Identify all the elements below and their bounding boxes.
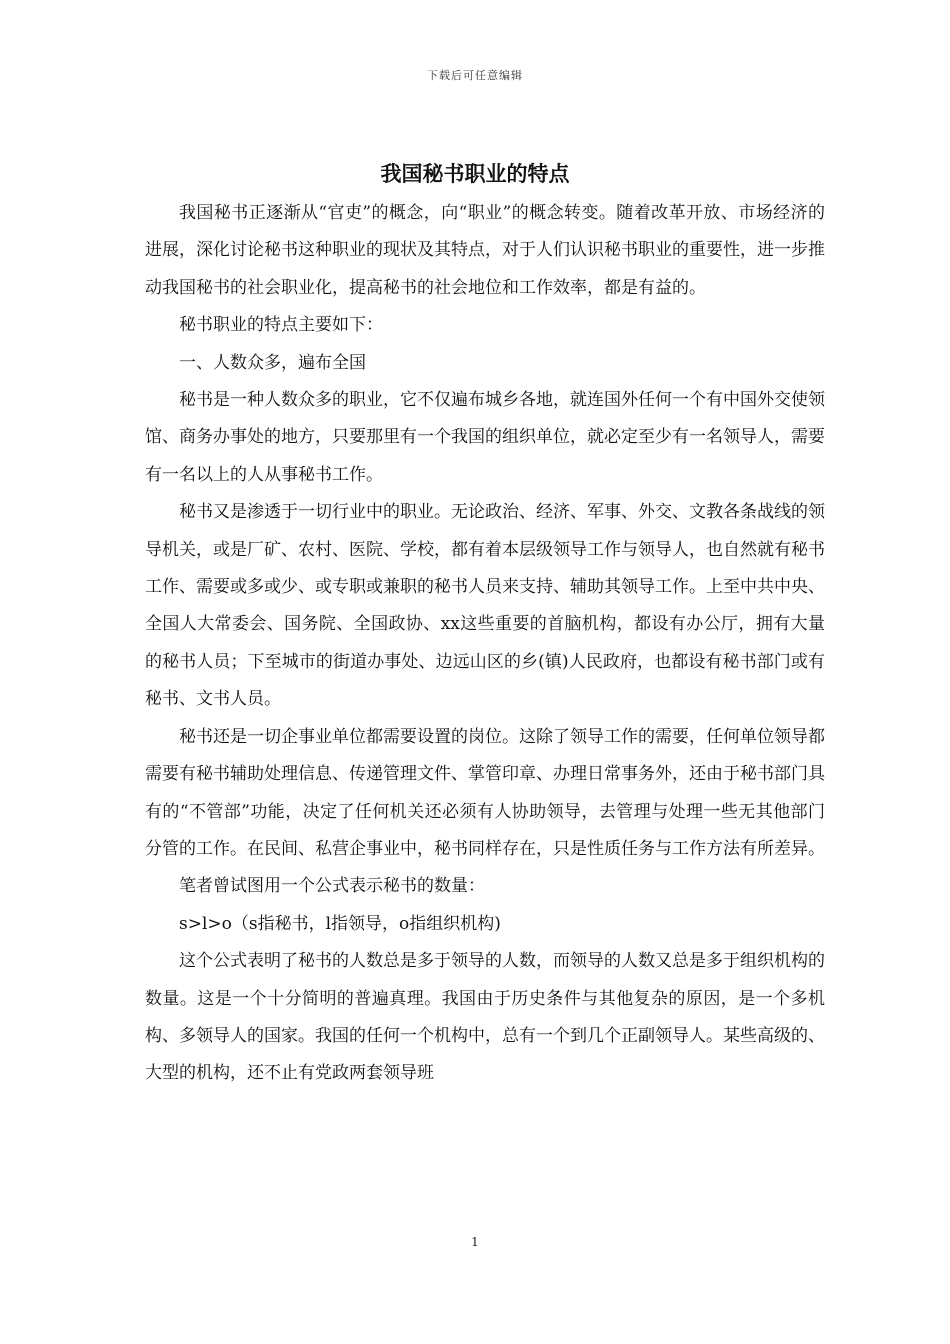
intro-paragraph: 我国秘书正逐渐从“官吏”的概念，向“职业”的概念转变。随着改革开放、市场经济的进展，深化讨论秘书这种职业的现状及其特点，对于人们认识秘书职业的重要性，进一步推动我国秘书的社会职业化，提高秘书的社会地位和工作效率，都是有益的。	[145, 203, 825, 298]
section-heading: 一、人数众多，遍布全国	[179, 352, 366, 373]
features-lead-paragraph: 秘书职业的特点主要如下：	[179, 315, 383, 336]
document-title: 我国秘书职业的特点	[380, 161, 570, 186]
formula-line: s>l>o（s指秘书，l指领导，o指组织机构)	[179, 913, 501, 934]
body-paragraph: 秘书还是一切企事业单位都需要设置的岗位。这除了领导工作的需要，任何单位领导都需要有秘书辅助处理信息、传递管理文件、掌管印章、办理日常事务外，还由于秘书部门具有的“不管部”功能，决定了任何机关还必须有人协助领导，去管理与处理一些无其他部门分管的工作。在民间、私营企事业中，秘书同样存在，只是性质任务与工作方法有所差异。	[145, 726, 825, 859]
body-paragraph: 这个公式表明了秘书的人数总是多于领导的人数，而领导的人数又总是多于组织机构的数量。这是一个十分简明的普遍真理。我国由于历史条件与其他复杂的原因，是一个多机构、多领导人的国家。我国的任何一个机构中，总有一个到几个正副领导人。某些高级的、大型的机构，还不止有党政两套领导班	[145, 951, 825, 1084]
formula-lead-paragraph: 笔者曾试图用一个公式表示秘书的数量：	[179, 876, 485, 897]
body-paragraph: 秘书又是渗透于一切行业中的职业。无论政治、经济、军事、外交、文教各条战线的领导机关，或是厂矿、农村、医院、学校，都有着本层级领导工作与领导人，也自然就有秘书工作、需要或多或少、或专职或兼职的秘书人员来支持、辅助其领导工作。上至中共中央、全国人大常委会、国务院、全国政协、xx这些重要的首脑机构，都设有办公厅，拥有大量的秘书人员；下至城市的街道办事处、边远山区的乡(镇)人民政府，也都设有秘书部门或有秘书、文书人员。	[145, 502, 825, 710]
document-body	[145, 195, 825, 1093]
body-paragraph: 秘书是一种人数众多的职业，它不仅遍布城乡各地，就连国外任何一个有中国外交使领馆、商务办事处的地方，只要那里有一个我国的组织单位，就必定至少有一名领导人，需要有一名以上的人从事秘书工作。	[145, 390, 825, 485]
page-header: 下载后可任意编辑	[427, 69, 523, 82]
page-number: 1	[471, 1235, 479, 1249]
